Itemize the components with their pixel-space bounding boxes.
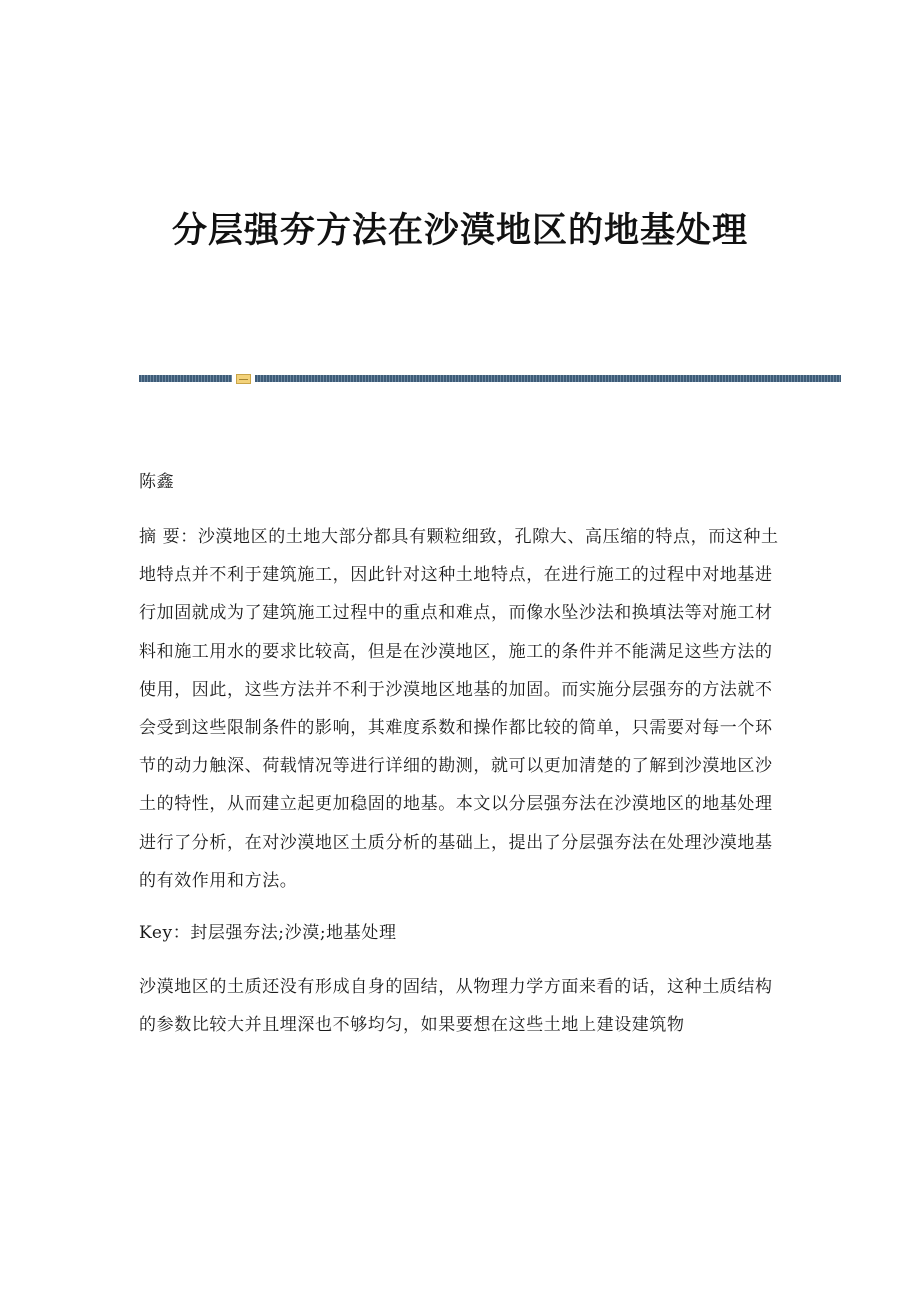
divider-left-segment [139,375,232,382]
keywords-text: 封层强夯法;沙漠;地基处理 [190,923,397,944]
abstract-paragraph [139,518,789,900]
body-paragraph: 沙漠地区的土质还没有形成自身的固结，从物理力学方面来看的话，这种土质结构的参数比较大并且埋深也不够均匀，如果要想在这些土地上建设建筑物 [139,977,773,1036]
document-title: 分层强夯方法在沙漠地区的地基处理 [171,210,748,251]
envelope-icon [236,374,251,384]
document-body [139,462,789,1045]
divider-right-segment [255,375,841,382]
title-divider [139,374,841,384]
keywords-label: Key： [139,923,191,944]
abstract-label: 摘 要： [139,527,198,547]
author-name: 陈鑫 [139,472,175,492]
keywords-line [139,914,789,952]
abstract-text: 沙漠地区的土地大部分都具有颗粒细致，孔隙大、高压缩的特点，而这种土地特点并不利于建筑施工，因此针对这种土地特点，在进行施工的过程中对地基进行加固就成为了建筑施工过程中的重点和难点，而像水坠沙法和换填法等对施工材料和施工用水的要求比较高，但是在沙漠地区，施工的条件并不能满足这些方法的使用，因此，这些方法并不利于沙漠地区地基的加固。而实施分层强夯的方法就不会受到这些限制条件的影响，其难度系数和操作都比较的简单，只需要对每一个环节的动力触深、荷载情况等进行详细的勘测，就可以更加清楚的了解到沙漠地区沙土的特性，从而建立起更加稳固的地基。本文以分层强夯法在沙漠地区的地基处理进行了分析，在对沙漠地区土质分析的基础上，提出了分层强夯法在处理沙漠地基的有效作用和方法。 [139,527,779,891]
